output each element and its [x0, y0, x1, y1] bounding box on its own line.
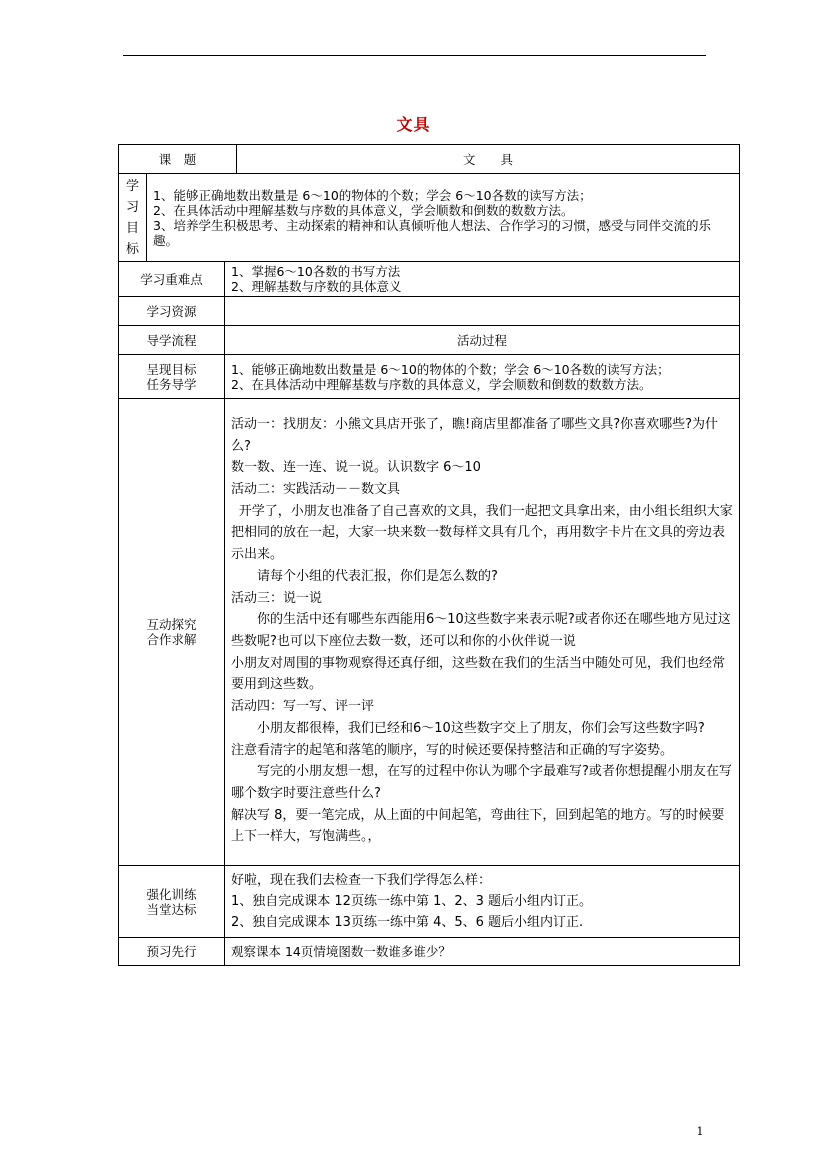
training-label-1: 强化训练 — [146, 886, 197, 902]
activity-3-para-1: 你的生活中还有哪些东西能用6～10这些数字来表示呢?或者你还在哪些地方见过这些数呢?也可以下座位去数一数，还可以和你的小伙伴说一说 — [231, 612, 731, 649]
training-label-2: 当堂达标 — [146, 901, 197, 917]
goal-3: 3、培养学生积极思考、主动探索的精神和认真倾听他人想法、合作学习的习惯，感受与同伴交流的乐趣。 — [153, 217, 711, 248]
preview-value: 观察课本 14页情境图数一数谁多谁少？ — [225, 938, 740, 966]
goals-label-cell — [119, 174, 147, 262]
interact-label-2: 合作求解 — [146, 632, 197, 647]
present-label-cell — [119, 355, 225, 399]
activities-cell — [225, 399, 740, 866]
key-points-cell — [225, 262, 740, 297]
activity-2-para-1: 开学了，小朋友也准备了自己喜欢的文具，我们一起把文具拿出来，由小组长组织大家把相同的放在一起，大家一块来数一数每样文具有几个，再用数字卡片在文具的旁边表示出来。 — [231, 503, 733, 563]
training-item-1: 1、独自完成课本 12页练一练中第 1、2、3 题后小组内订正。 — [231, 894, 593, 909]
present-point-2: 2、在具体活动中理解基数与序数的具体意义，学会顺数和倒数的数数方法。 — [231, 376, 652, 392]
row-topic — [119, 145, 740, 174]
row-present — [119, 355, 740, 399]
activity-1: 活动一：找朋友：小熊文具店开张了，瞧!商店里都准备了哪些文具?你喜欢哪些?为什么? — [231, 416, 719, 454]
goal-1: 1、能够正确地数出数量是 6～10的物体的个数；学会 6～10各数的读写方法； — [153, 187, 592, 203]
header-rule — [123, 55, 706, 56]
activity-4-para-1: 小朋友都很棒，我们已经和6～10这些数字交上了朋友，你们会写这些数字吗? — [257, 720, 705, 736]
activity-4-para-2: 注意看清字的起笔和落笔的顺序，写的时候还要保持整洁和正确的写字姿势。 — [231, 742, 674, 758]
activity-4: 活动四：写一写、评一评 — [231, 699, 375, 715]
resources-label: 学习资源 — [119, 297, 225, 326]
activity-2-para-2: 请每个小组的代表汇报，你们是怎么数的? — [257, 568, 498, 584]
page-number: 1 — [696, 1125, 704, 1138]
key-point-1: 1、掌握6～10各数的书写方法 — [231, 264, 401, 279]
topic-value: 文 具 — [237, 145, 740, 174]
row-preview — [119, 938, 740, 966]
present-label-1: 呈现目标 — [146, 361, 197, 377]
row-interact — [119, 399, 740, 866]
training-label-cell — [119, 866, 225, 938]
goal-2: 2、在具体活动中理解基数与序数的具体意义，学会顺数和倒数的数数方法。 — [153, 202, 574, 218]
flow-label: 导学流程 — [119, 326, 225, 355]
row-training — [119, 866, 740, 938]
activity-3: 活动三：说一说 — [231, 590, 323, 606]
activity-3-para-2: 小朋友对周围的事物观察得还真仔细，这些数在我们的生活当中随处可见，我们也经常要用到这些数。 — [231, 655, 726, 693]
topic-label: 课 题 — [119, 145, 237, 174]
resources-value — [225, 297, 740, 326]
activity-2: 活动二：实践活动－－数文具 — [231, 482, 401, 498]
present-cell — [225, 355, 740, 399]
activity-4-para-3: 写完的小朋友想一想，在写的过程中你认为哪个字最难写?或者你想提醒小朋友在写哪个数字时要注意些什么? — [231, 764, 732, 801]
goals-cell — [147, 174, 740, 262]
training-intro: 好啦，现在我们去检查一下我们学得怎么样： — [231, 873, 492, 888]
flow-value: 活动过程 — [225, 326, 740, 355]
training-item-2: 2、独自完成课本 13页练一练中第 4、5、6 题后小组内订正. — [231, 915, 584, 930]
activity-1-sub: 数一数、连一连、说一说。认识数字 6～10 — [231, 460, 481, 476]
preview-label: 预习先行 — [119, 938, 225, 966]
activity-4-para-4: 解决写 8，要一笔完成，从上面的中间起笔，弯曲往下，回到起笔的地方。写的时候要上下一样大，写饱满些。， — [231, 807, 725, 845]
goals-label: 学习目标 — [125, 178, 139, 257]
present-label-2: 任务导学 — [146, 376, 197, 392]
key-points-label: 学习重难点 — [119, 262, 225, 297]
row-key-points — [119, 262, 740, 297]
training-cell — [225, 866, 740, 938]
present-point-1: 1、能够正确地数出数量是 6～10的物体的个数；学会 6～10各数的读写方法； — [231, 361, 670, 377]
row-resources — [119, 297, 740, 326]
interact-label-cell — [119, 399, 225, 866]
interact-label-1: 互动探究 — [146, 617, 197, 632]
key-point-2: 2、理解基数与序数的具体意义 — [231, 279, 402, 294]
row-goals — [119, 174, 740, 262]
lesson-plan-table — [118, 144, 740, 966]
document-title: 文具 — [396, 115, 431, 134]
row-flow — [119, 326, 740, 355]
